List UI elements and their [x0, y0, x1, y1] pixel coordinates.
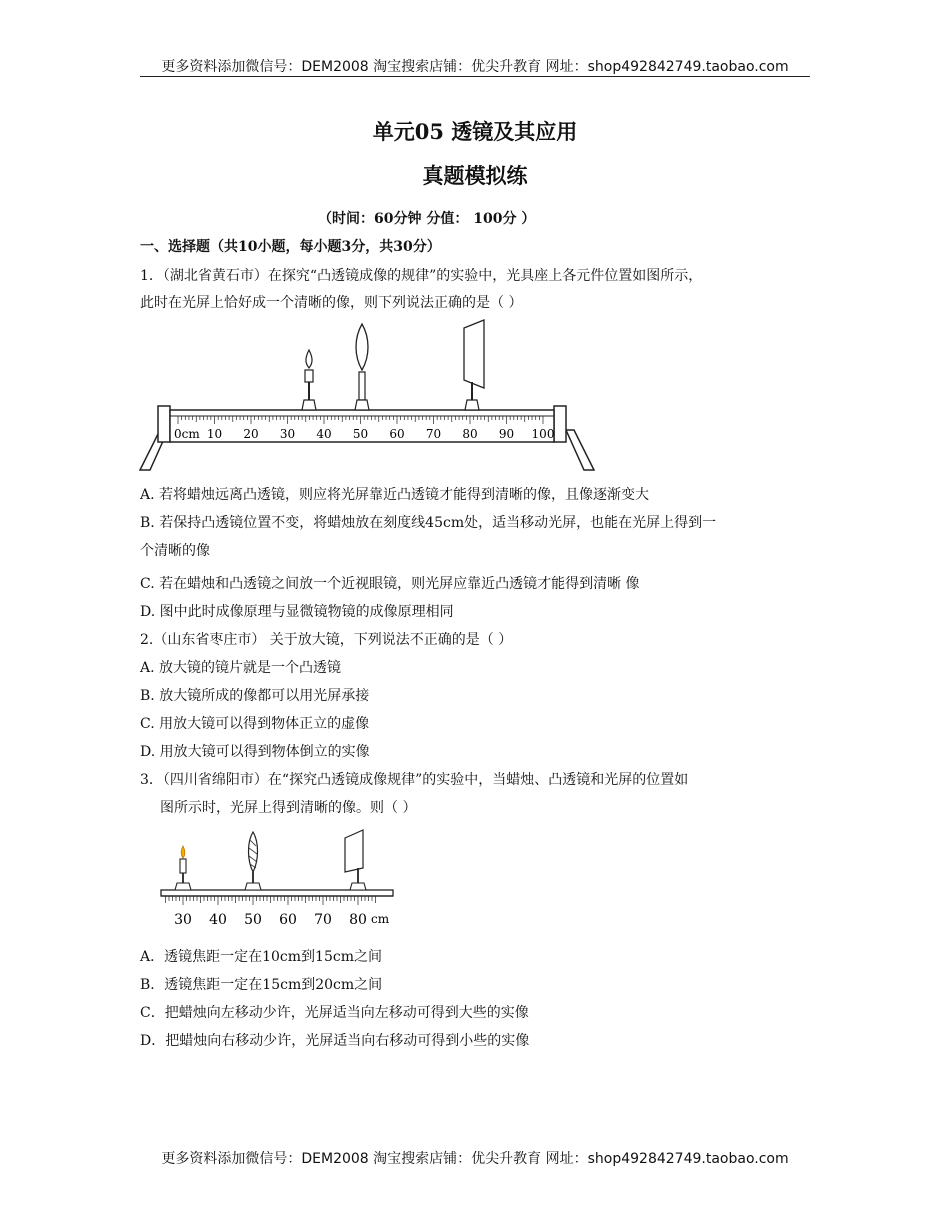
q3-option-a: A．透镜焦距一定在10cm到15cm之间 — [140, 949, 382, 965]
scale-label: 10 — [206, 427, 223, 441]
q3-candle — [175, 846, 191, 890]
q2-option-b: B. 放大镜所成的像都可以用光屏承接 — [140, 688, 370, 704]
header-rule — [140, 76, 810, 77]
q3-option-c: C．把蜡烛向左移动少许，光屏适当向左移动可得到大些的实像 — [140, 1005, 529, 1021]
q1-option-b-line1: B. 若保持凸透镜位置不变，将蜡烛放在刻度线45cm处，适当移动光屏，也能在光屏上得到一 — [140, 515, 717, 531]
q3-scale-ticks — [166, 896, 376, 905]
unit-subtitle: 真题模拟练 — [422, 163, 528, 188]
scale-label: 30 — [174, 912, 192, 928]
exam-meta: （时间：60分钟 分值： 100分 ） — [318, 211, 536, 227]
q3-stem-line2: 图所示时，光屏上得到清晰的像。则（ ） — [160, 800, 417, 816]
q1-option-c: C. 若在蜡烛和凸透镜之间放一个近视眼镜，则光屏应靠近凸透镜才能得到清晰 像 — [140, 576, 640, 592]
q2-option-d: D. 用放大镜可以得到物体倒立的实像 — [140, 744, 370, 760]
q3-light-screen — [345, 830, 366, 890]
scale-label: 90 — [498, 427, 515, 441]
q1-stem-line1: 1．（湖北省黄石市）在探究“凸透镜成像的规律”的实验中，光具座上各元件位置如图所示， — [140, 268, 703, 284]
scale-label: 70 — [314, 912, 332, 928]
scale-label: 100 — [531, 427, 555, 441]
q1-option-d: D. 图中此时成像原理与显微镜物镜的成像原理相同 — [140, 604, 454, 620]
scale-label: 60 — [389, 427, 405, 441]
scale-label: 60 — [279, 912, 297, 928]
q3-convex-lens — [245, 832, 261, 890]
scale-label: 50 — [352, 427, 369, 441]
scale-label: 30 — [279, 427, 296, 441]
q1-optical-bench-figure — [138, 318, 598, 473]
scale-label: 0cm — [174, 427, 200, 441]
page-footer: 更多资料添加微信号：DEM2008 淘宝搜索店铺：优尖升教育 网址：shop492842749.taobao.com — [161, 1151, 789, 1167]
page-header: 更多资料添加微信号：DEM2008 淘宝搜索店铺：优尖升教育 网址：shop492842749.taobao.com — [161, 59, 789, 75]
section-heading: 一、选择题（共10小题，每小题3分，共30分） — [140, 239, 441, 255]
q3-scale-unit: cm — [371, 912, 390, 926]
q2-option-a: A. 放大镜的镜片就是一个凸透镜 — [140, 660, 342, 676]
scale-label: 50 — [244, 912, 262, 928]
q2-option-c: C. 用放大镜可以得到物体正立的虚像 — [140, 716, 370, 732]
scale-label: 40 — [209, 912, 227, 928]
q3-stem-line1: 3．（四川省绵阳市）在“探究凸透镜成像规律”的实验中，当蜡烛、凸透镜和光屏的位置如 — [140, 772, 689, 788]
scale-label: 80 — [349, 912, 367, 928]
q1-option-b-line2: 个清晰的像 — [140, 543, 210, 559]
q3-scale-labels — [174, 912, 367, 928]
q2-stem: 2.（山东省枣庄市） 关于放大镜，下列说法不正确的是（ ） — [140, 632, 513, 648]
q1-light-screen — [464, 320, 484, 410]
scale-label: 70 — [425, 427, 442, 441]
q1-stem-line2: 此时在光屏上恰好成一个清晰的像，则下列说法正确的是（ ） — [140, 295, 523, 311]
q1-convex-lens — [355, 324, 369, 410]
q1-option-a: A. 若将蜡烛远离凸透镜，则应将光屏靠近凸透镜才能得到清晰的像，且像逐渐变大 — [140, 487, 650, 503]
q1-candle — [302, 350, 316, 410]
unit-title: 单元05 透镜及其应用 — [372, 119, 578, 144]
q3-option-d: D．把蜡烛向右移动少许，光屏适当向右移动可得到小些的实像 — [140, 1033, 530, 1049]
q3-optical-bench-figure — [155, 828, 400, 933]
scale-label: 80 — [462, 427, 478, 441]
scale-label: 40 — [316, 427, 332, 441]
q3-option-b: B．透镜焦距一定在15cm到20cm之间 — [140, 977, 383, 993]
scale-label: 20 — [243, 427, 259, 441]
